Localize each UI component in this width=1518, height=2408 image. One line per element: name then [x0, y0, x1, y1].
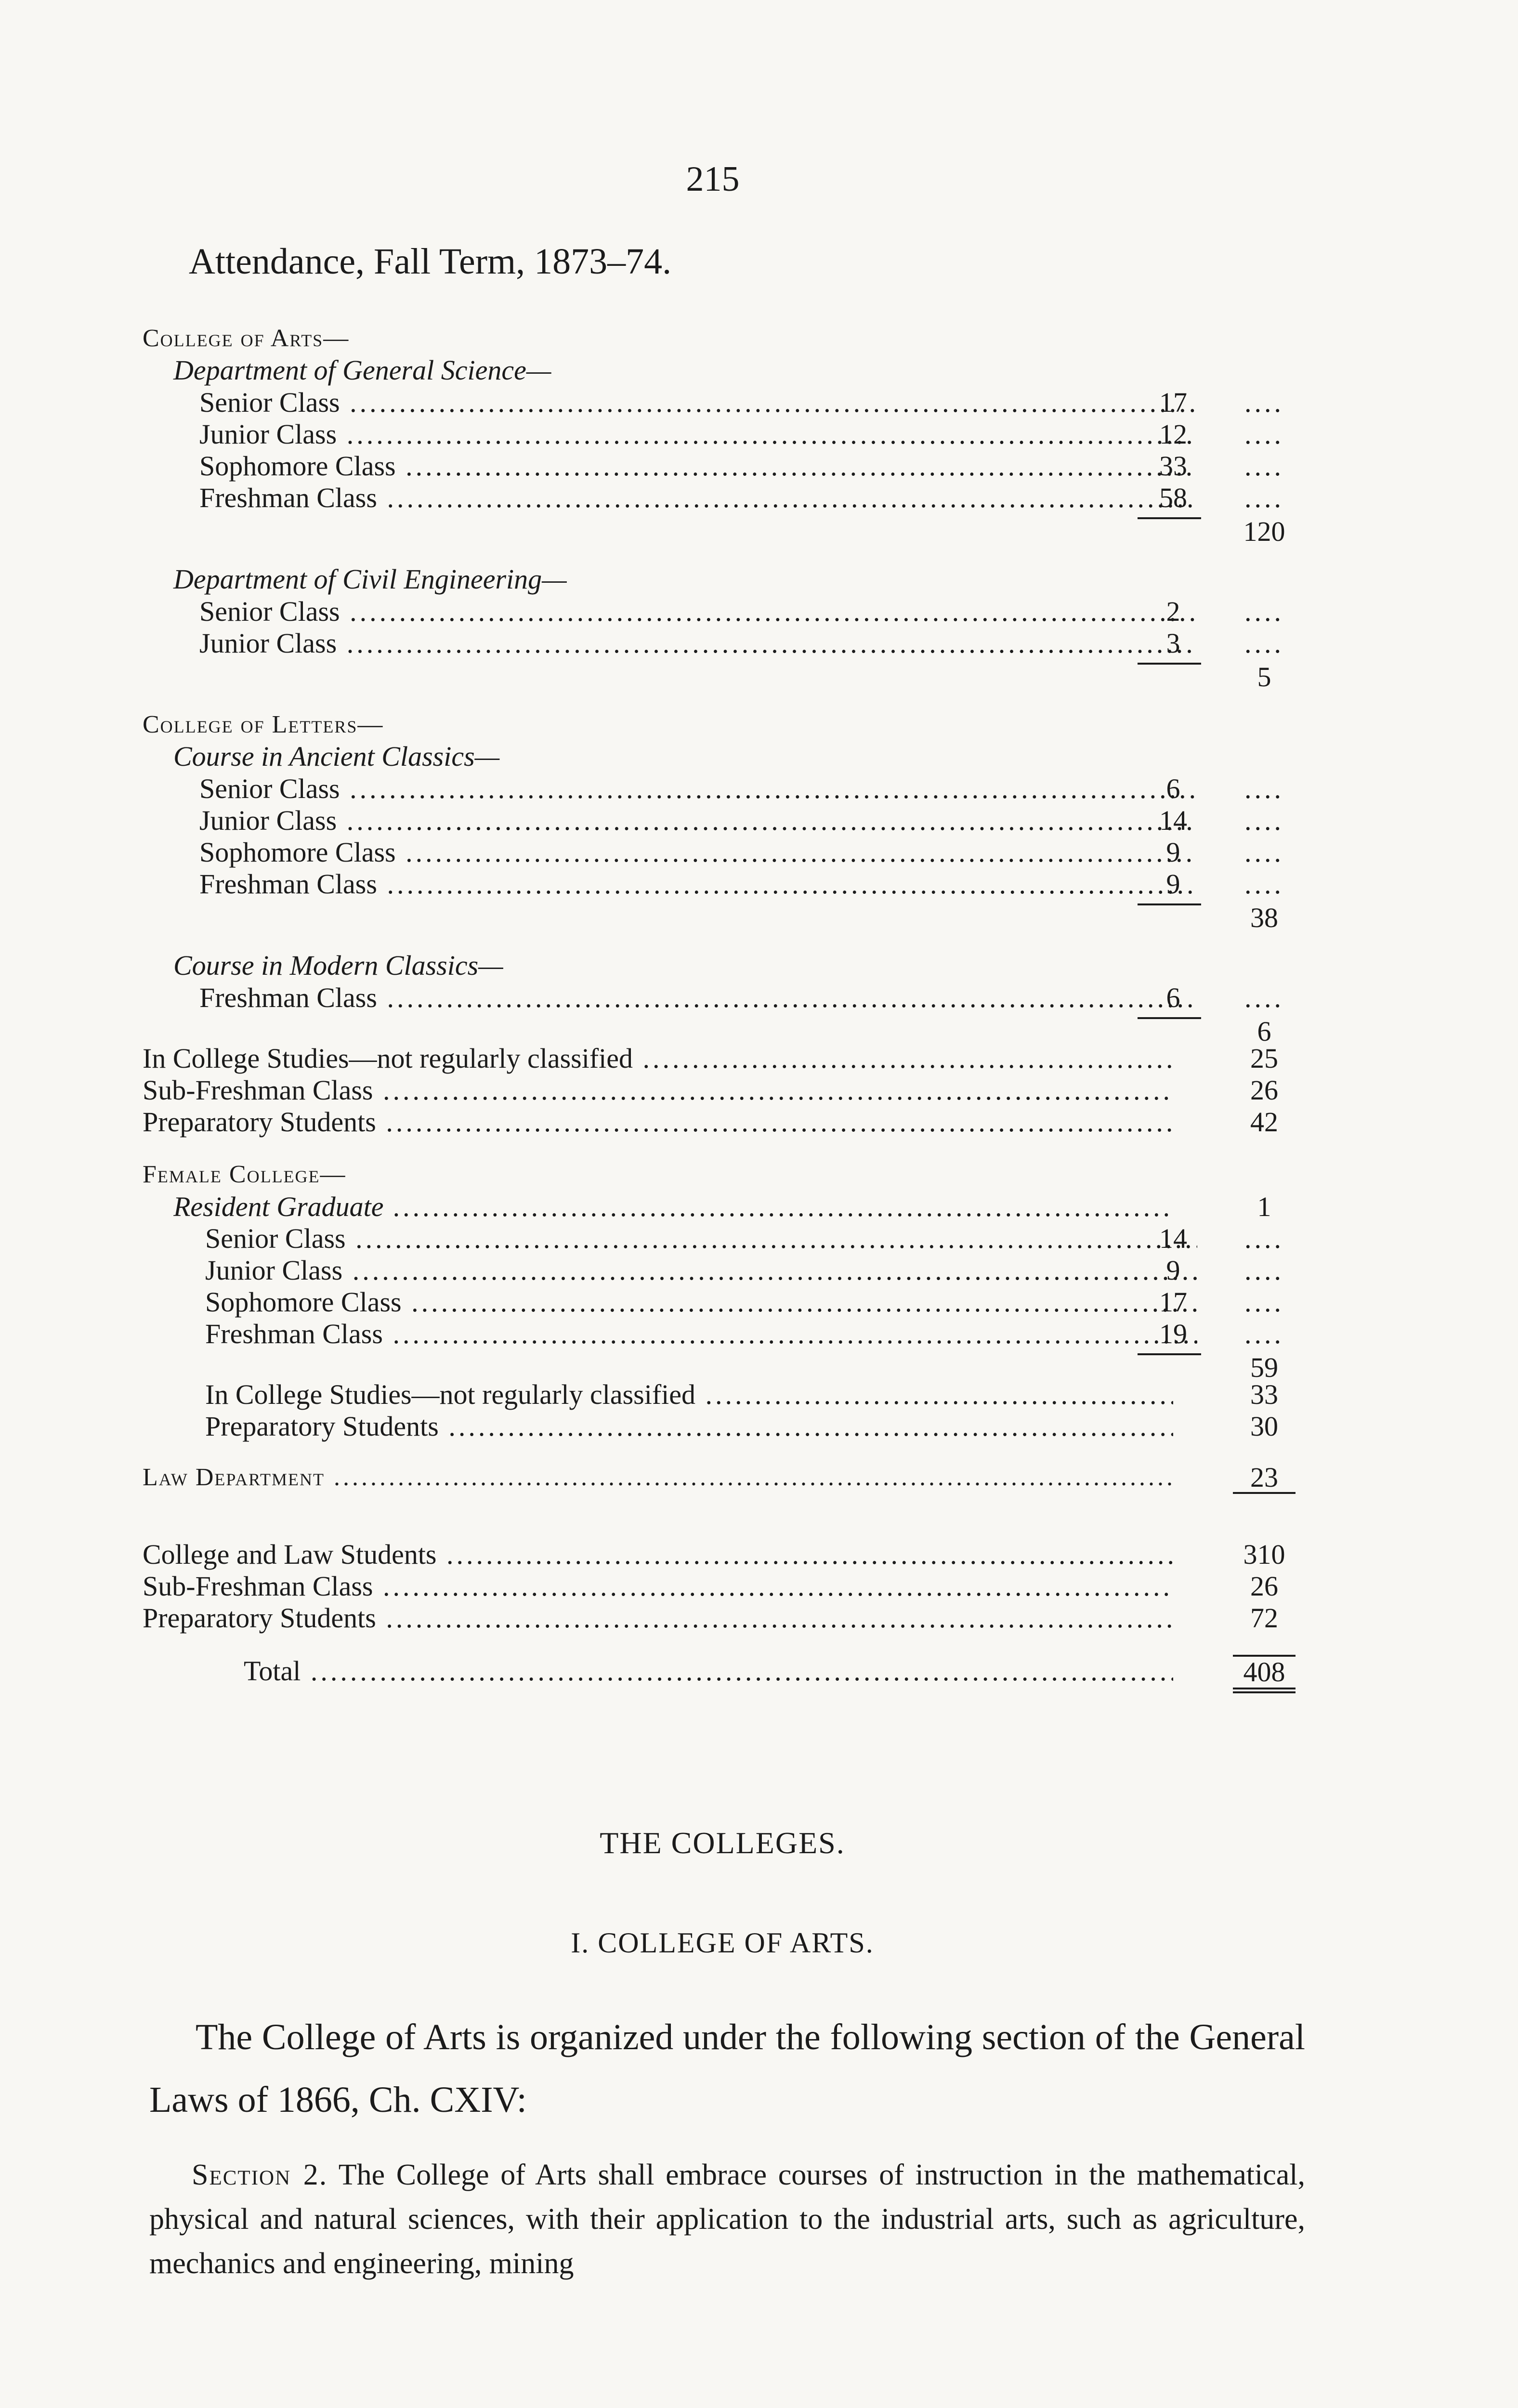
row-leader: ....: [1244, 868, 1284, 900]
table-row: [143, 836, 1298, 868]
row-leader: ....: [1244, 982, 1284, 1013]
table-row: [143, 772, 1298, 804]
table-row: [143, 1318, 1298, 1349]
row-leader: ....: [1244, 1255, 1284, 1286]
row-leader: ....: [1244, 482, 1284, 513]
subtotal-row: [143, 659, 1298, 693]
row-leader: ....: [1244, 837, 1284, 868]
attendance-title: Attendance, Fall Term, 1873–74.: [189, 241, 672, 282]
table-row: [143, 1074, 1298, 1106]
row-count: 14: [1159, 805, 1187, 836]
table-row: [143, 1042, 1298, 1074]
row-label: Preparatory Students .....: [205, 1410, 1173, 1442]
college-of-arts-heading: College of Arts—: [143, 325, 350, 352]
row-total: 26: [1250, 1570, 1278, 1602]
row-label: Freshman Class .....: [205, 1318, 1197, 1350]
row-count: 58: [1159, 482, 1187, 513]
female-college-heading: Female College—: [143, 1161, 346, 1188]
row-leader: ....: [1244, 1318, 1284, 1349]
civil-engineering-subhead: Department of Civil Engineering—: [173, 563, 567, 595]
subtotal-value: 5: [1257, 661, 1271, 693]
row-label: Preparatory Students .....: [143, 1106, 1173, 1138]
row-count: 9: [1166, 868, 1180, 900]
row-leader: ....: [1244, 450, 1284, 482]
subtotal-rule: [1138, 1353, 1201, 1355]
subtotal-row: [143, 900, 1298, 933]
row-leader: ....: [1244, 1223, 1284, 1254]
table-row: [143, 1191, 1298, 1222]
row-total: 33: [1250, 1379, 1278, 1410]
table-row: [143, 1602, 1298, 1634]
row-label: In College Studies—not regularly classified .....: [143, 1042, 1173, 1074]
row-total: 26: [1250, 1074, 1278, 1106]
row-count: 6: [1166, 982, 1180, 1013]
table-row: [143, 1410, 1298, 1442]
row-label: Senior Class .....: [205, 1222, 1197, 1255]
row-total: 30: [1250, 1411, 1278, 1442]
row-total: 42: [1250, 1106, 1278, 1138]
row-label: Resident Graduate .....: [173, 1191, 1173, 1223]
row-leader: ....: [1244, 1286, 1284, 1318]
row-label: Total .....: [244, 1655, 1173, 1687]
row-leader: ....: [1244, 805, 1284, 836]
row-count: 9: [1166, 837, 1180, 868]
row-label: Junior Class .....: [199, 627, 1197, 659]
table-row: [143, 1570, 1298, 1602]
page-number: 215: [686, 159, 740, 199]
subtotal-row: [143, 1349, 1298, 1383]
modern-classics-subhead: Course in Modern Classics—: [173, 950, 503, 981]
row-count: 6: [1166, 773, 1180, 804]
table-row: [143, 982, 1298, 1013]
row-count: 2: [1166, 596, 1180, 627]
table-row: [143, 627, 1298, 659]
table-row: [143, 804, 1298, 836]
row-label: Freshman Class .....: [199, 868, 1197, 900]
general-science-subhead: Department of General Science—: [173, 354, 551, 386]
subtotal-rule: [1138, 903, 1201, 905]
subtotal-rule: [1138, 663, 1201, 665]
row-leader: ....: [1244, 387, 1284, 418]
row-count: 17: [1159, 387, 1187, 418]
subtotal-value: 6: [1257, 1016, 1271, 1047]
row-count: 3: [1166, 628, 1180, 659]
table-row: [143, 482, 1298, 513]
table-row: [143, 595, 1298, 627]
row-count: 12: [1159, 419, 1187, 450]
row-label: Junior Class .....: [205, 1254, 1197, 1286]
row-label: Freshman Class .....: [199, 982, 1197, 1014]
subtotal-row: [143, 1013, 1298, 1047]
row-label: Freshman Class .....: [199, 482, 1197, 514]
row-label: Law Department .....: [143, 1463, 1173, 1492]
row-label: Senior Class .....: [199, 595, 1197, 628]
subtotal-value: 59: [1250, 1352, 1278, 1383]
section-paragraph: [149, 2153, 1305, 2286]
row-leader: ....: [1244, 419, 1284, 450]
row-label: Sophomore Class .....: [199, 836, 1197, 868]
subtotal-row: [143, 513, 1298, 547]
section-body: The College of Arts shall embrace courses of instruction in the mathematical, physical and natural sciences, with their application to the industrial arts, such as agriculture, mechanics and engineering, mining: [149, 2159, 1305, 2280]
row-count: 19: [1159, 1318, 1187, 1349]
table-row: [143, 450, 1298, 482]
row-label: Senior Class .....: [199, 386, 1197, 419]
row-label: Sub-Freshman Class .....: [143, 1074, 1173, 1106]
attendance-table: [143, 323, 1298, 1687]
row-total: 1: [1257, 1191, 1271, 1222]
row-leader: ....: [1244, 773, 1284, 804]
row-total: 23: [1233, 1463, 1296, 1494]
table-row: [143, 868, 1298, 900]
row-label: Sub-Freshman Class .....: [143, 1570, 1173, 1602]
ancient-classics-subhead: Course in Ancient Classics—: [173, 741, 500, 772]
table-row: [143, 1254, 1298, 1286]
grand-total-value: 408: [1233, 1655, 1296, 1693]
row-label: Preparatory Students .....: [143, 1602, 1173, 1634]
row-label: Junior Class .....: [199, 418, 1197, 450]
subtotal-value: 38: [1250, 902, 1278, 933]
intro-paragraph: The College of Arts is organized under the following section of the General Laws of 1866, Ch. CXIV:: [149, 2017, 1305, 2120]
row-label: In College Studies—not regularly classified .....: [205, 1378, 1173, 1411]
row-label: Senior Class .....: [199, 772, 1197, 805]
row-leader: ....: [1244, 596, 1284, 627]
college-of-arts-section-heading: I. COLLEGE OF ARTS.: [571, 1927, 874, 1959]
table-row: [143, 1463, 1298, 1495]
row-count: 14: [1159, 1223, 1187, 1254]
row-label: Sophomore Class .....: [205, 1286, 1197, 1318]
row-count: 33: [1159, 450, 1187, 482]
row-total: 25: [1250, 1043, 1278, 1074]
table-row: [143, 1378, 1298, 1410]
colleges-heading: THE COLLEGES.: [600, 1826, 845, 1860]
table-row: [143, 386, 1298, 418]
row-total: 72: [1250, 1602, 1278, 1634]
row-label: Sophomore Class .....: [199, 450, 1197, 482]
table-row: [143, 1222, 1298, 1254]
college-of-letters-heading: College of Letters—: [143, 711, 384, 738]
row-count: 17: [1159, 1286, 1187, 1318]
subtotal-value: 120: [1243, 516, 1285, 547]
table-row: [143, 1538, 1298, 1570]
row-total: 310: [1243, 1539, 1285, 1570]
row-label: College and Law Students .....: [143, 1538, 1173, 1570]
subtotal-rule: [1138, 1017, 1201, 1019]
row-leader: ....: [1244, 628, 1284, 659]
table-row: [143, 1286, 1298, 1318]
table-row: [143, 1106, 1298, 1138]
row-count: 9: [1166, 1255, 1180, 1286]
section-label: Section 2.: [192, 2159, 328, 2191]
table-row: [143, 418, 1298, 450]
row-label: Junior Class .....: [199, 804, 1197, 837]
grand-total-row: [143, 1655, 1298, 1687]
subtotal-rule: [1138, 517, 1201, 519]
